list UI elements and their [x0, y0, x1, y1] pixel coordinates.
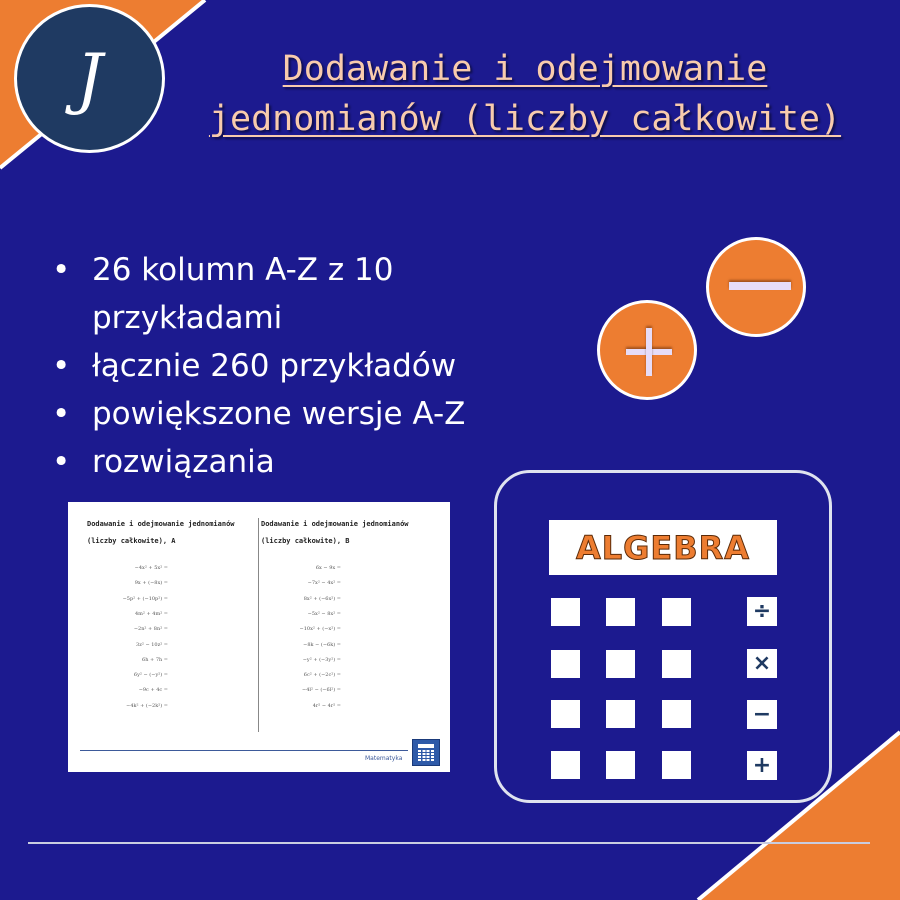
title-line-2: jednomianów (liczby całkowite)	[208, 99, 842, 139]
title-line-1: Dodawanie i odejmowanie	[282, 49, 768, 89]
minus-circle-icon	[706, 237, 806, 337]
worksheet-footer: Matematyka	[365, 755, 403, 762]
worksheet-example: −5x² − 8x² =	[307, 610, 341, 617]
plus-circle-icon	[597, 300, 697, 400]
calculator-key	[662, 751, 691, 779]
worksheet-example: 9x + (−8x) =	[134, 580, 168, 587]
worksheet-example: −2n² + 8n² =	[133, 626, 168, 633]
calculator-key	[606, 700, 635, 728]
calculator-key	[551, 700, 580, 728]
divider	[28, 842, 870, 844]
worksheet-example: −10x² + (−x²) =	[299, 626, 341, 633]
feature-list	[50, 246, 520, 486]
calculator-key	[662, 700, 691, 728]
worksheet-example: 8x² + (−6x²) =	[303, 595, 341, 602]
worksheet-example: 3z² − 10z² =	[136, 641, 168, 648]
calculator-display: ALGEBRA	[549, 520, 777, 575]
worksheet-example: −9c + 4c =	[138, 687, 168, 694]
worksheet-example: 6x − 9x =	[315, 565, 341, 571]
worksheet-preview	[68, 502, 450, 772]
feature-item: • łącznie 260 przykładów	[50, 342, 520, 390]
multiply-key: ×	[747, 649, 777, 678]
worksheet-example: −7x² − 4x² =	[307, 580, 341, 587]
calculator-key	[606, 598, 635, 626]
feature-item: • powiększone wersje A-Z	[50, 390, 520, 438]
worksheet-example: −4l² − (−6l²) =	[302, 687, 341, 694]
calculator-key	[662, 598, 691, 626]
calculator-key	[662, 650, 691, 678]
worksheet-example: −5p² + (−10p²) =	[122, 595, 168, 602]
calculator-icon	[412, 739, 440, 766]
feature-item: • 26 kolumn A-Z z 10 przykładami	[50, 246, 520, 342]
worksheet-example: 6c² + (−2c²) =	[303, 672, 341, 679]
logo-letter: J	[76, 40, 103, 117]
calculator-key	[606, 751, 635, 779]
plus-key: +	[747, 751, 777, 780]
calculator-key	[606, 650, 635, 678]
feature-item: • rozwiązania	[50, 438, 520, 486]
minus-key: −	[747, 700, 777, 729]
calculator-key	[551, 751, 580, 779]
worksheet-title-b: Dodawanie i odejmowanie jednomianów (liczby całkowite), B	[261, 520, 409, 545]
worksheet-example: −4x² + 5x² =	[134, 565, 168, 571]
calculator-key	[551, 598, 580, 626]
worksheet-example: 6h + 7h =	[142, 656, 168, 663]
worksheet-example: −4k² + (−2k²) =	[126, 702, 168, 709]
worksheet-example: 4r² − 4r² =	[312, 702, 341, 709]
page-title	[180, 44, 870, 144]
divide-key: ÷	[747, 597, 777, 626]
worksheet-example: 4m² + 4m² =	[134, 610, 168, 617]
logo	[14, 4, 165, 153]
calculator-key	[551, 650, 580, 678]
worksheet-example: −8k − (−6k) =	[303, 641, 341, 648]
worksheet-title-a: Dodawanie i odejmowanie jednomianów (liczby całkowite), A	[87, 520, 235, 545]
worksheet-example: 6y² − (−y²) =	[133, 672, 168, 679]
worksheet-example: −y² + (−3y²) =	[302, 656, 341, 663]
